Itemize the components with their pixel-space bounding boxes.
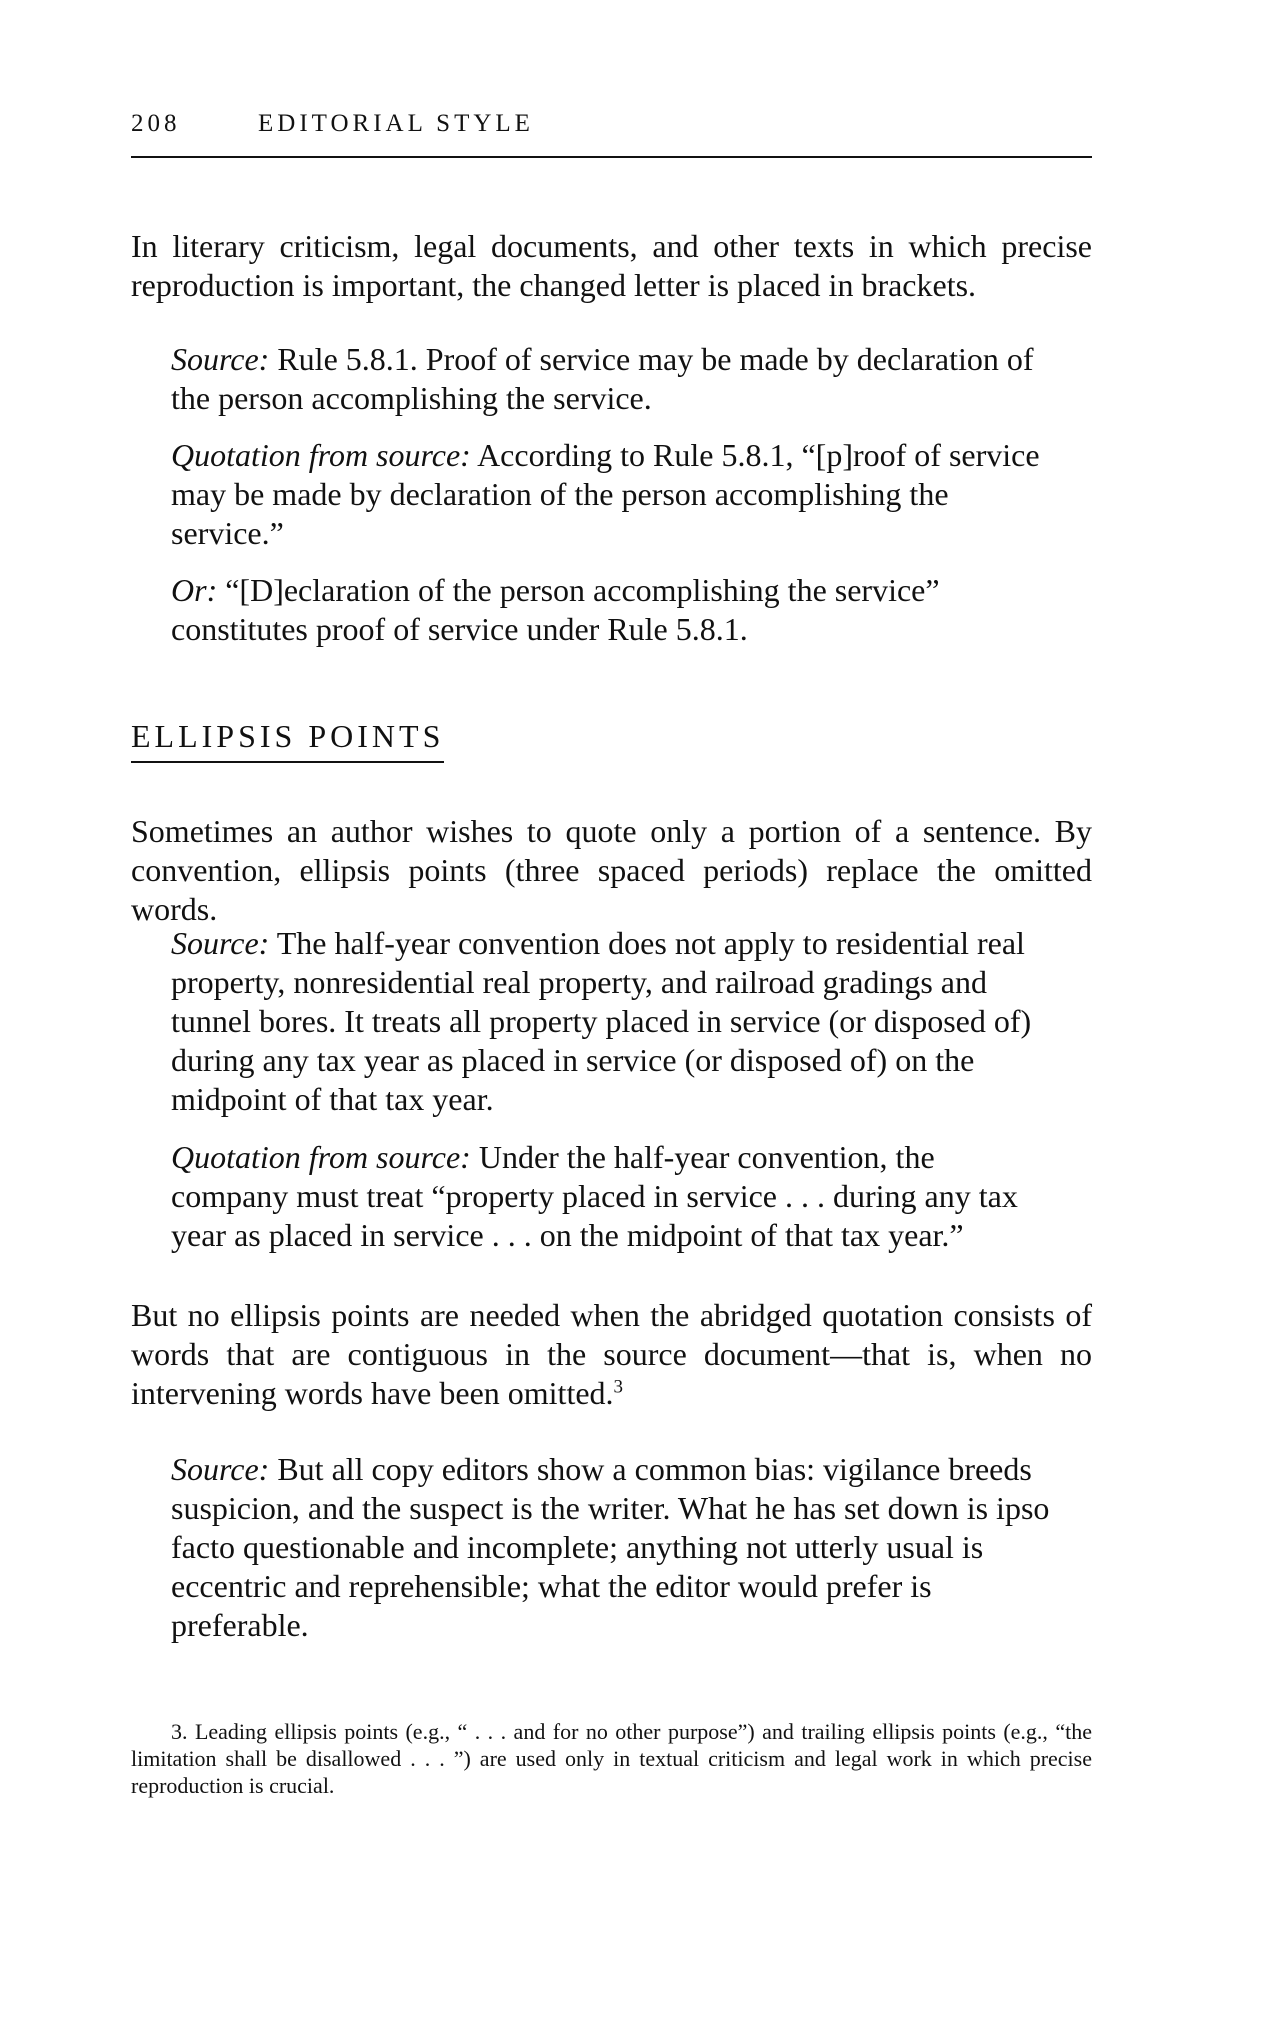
- example-label: Source:: [171, 925, 270, 961]
- ellipsis-intro-paragraph: Sometimes an author wishes to quote only a portion of a sentence. By convention, ellipsis points (three spaced periods) replace the omitted words.: [131, 813, 1092, 927]
- footnote-reference: 3: [613, 1376, 624, 1398]
- example-or-rule: [171, 571, 1051, 649]
- page-number: 208: [131, 110, 181, 137]
- example-source-half-year: [171, 924, 1051, 1119]
- example-quotation-half-year: [171, 1138, 1051, 1255]
- example-quotation-rule: [171, 436, 1051, 553]
- example-label: Or:: [171, 572, 218, 608]
- example-label: Source:: [171, 341, 270, 377]
- example-source-copy-editors: [171, 1450, 1051, 1645]
- example-text: According to Rule 5.8.1, “[p]roof of service may be made by declaration of the person accomplishing the service.”: [171, 437, 1040, 551]
- contiguous-words-paragraph: [131, 1296, 1092, 1413]
- section-heading: ELLIPSIS POINTS: [131, 718, 444, 763]
- example-text: The half-year convention does not apply to residential real property, nonresidential real property, and railroad gradings and tunnel bores. It treats all property placed in service (or disposed of) during any tax year as placed in service (or disposed of) on the midpoint of that tax year.: [171, 925, 1032, 1117]
- example-source-rule: [171, 340, 1051, 418]
- example-label: Source:: [171, 1451, 270, 1487]
- example-text: “[D]eclaration of the person accomplishing the service” constitutes proof of service under Rule 5.8.1.: [171, 572, 940, 647]
- example-text: But all copy editors show a common bias: vigilance breeds suspicion, and the suspect is the writer. What he has set down is ipso facto questionable and incomplete; anything not utterly usual is eccentric and reprehensible; what the editor would prefer is preferable.: [171, 1451, 1050, 1643]
- running-head: [131, 110, 1092, 158]
- running-head-title: EDITORIAL STYLE: [258, 110, 534, 137]
- example-label: Quotation from source:: [171, 1139, 471, 1175]
- footnote-text: Leading ellipsis points (e.g., “ . . . and for no other purpose”) and trailing ellipsis points (e.g., “the limitation shall be disallowed . . . ”) are used only in textual criticism and legal work in which precise reproduction is crucial.: [131, 1719, 1092, 1798]
- intro-paragraph: In literary criticism, legal documents, and other texts in which precise reproduction is important, the changed letter is placed in brackets.: [131, 228, 1092, 303]
- paragraph-text: But no ellipsis points are needed when the abridged quotation consists of words that are contiguous in the source document—that is, when no intervening words have been omitted.: [131, 1297, 1092, 1411]
- book-page: [131, 0, 1092, 2025]
- example-text: Rule 5.8.1. Proof of service may be made by declaration of the person accomplishing the service.: [171, 341, 1034, 416]
- footnote: [131, 1718, 1092, 1799]
- example-label: Quotation from source:: [171, 437, 471, 473]
- footnote-number: 3.: [171, 1719, 188, 1744]
- example-text: Under the half-year convention, the company must treat “property placed in service . . . during any tax year as placed in service . . . on the midpoint of that tax year.”: [171, 1139, 1018, 1253]
